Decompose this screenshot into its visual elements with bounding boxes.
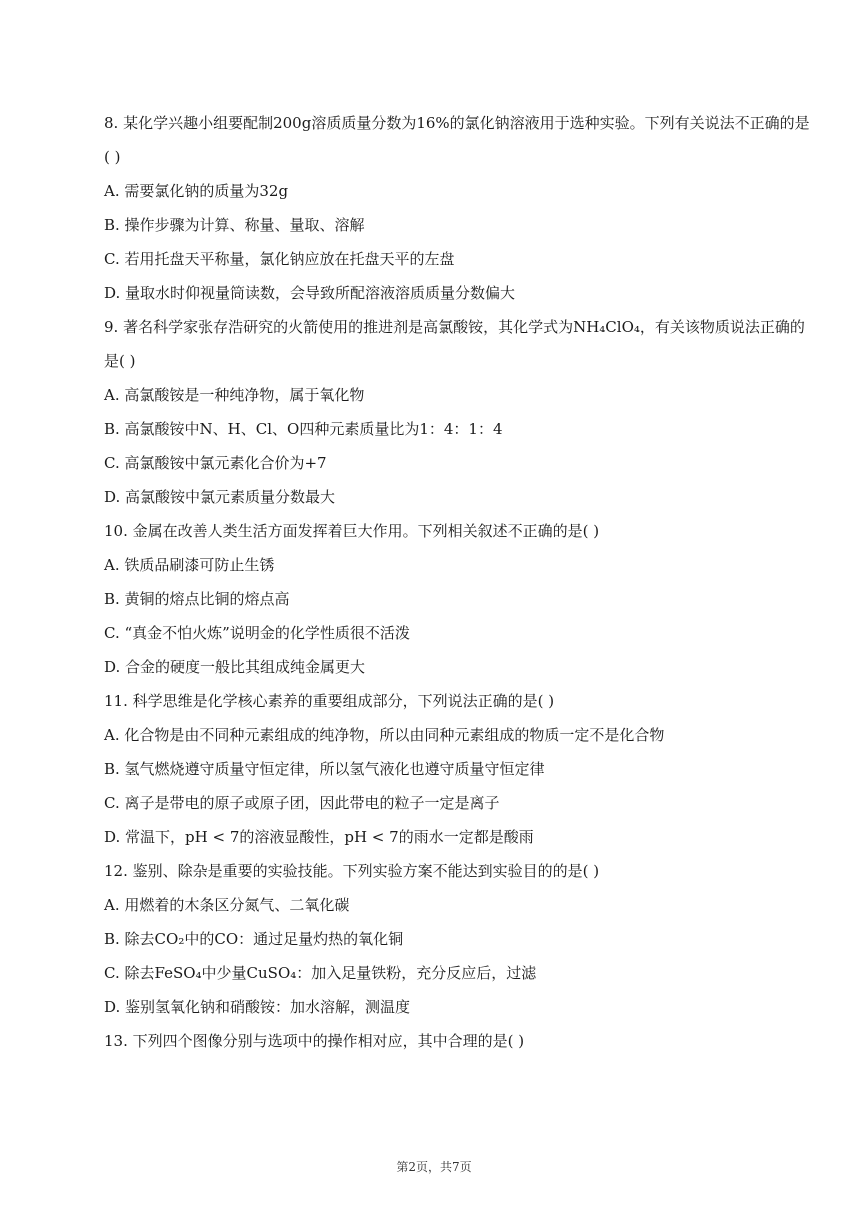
question-12-option-c: C. 除去FeSO₄中少量CuSO₄：加入足量铁粉，充分反应后，过滤 — [104, 964, 537, 982]
question-12-option-b: B. 除去CO₂中的CO：通过足量灼热的氧化铜 — [104, 930, 404, 948]
question-9-stem: 9. 著名科学家张存浩研究的火箭使用的推进剂是高氯酸铵，其化学式为NH₄ClO₄，有关该物质说法正确的 — [104, 318, 805, 336]
question-12-stem: 12. 鉴别、除杂是重要的实验技能。下列实验方案不能达到实验目的的是( ) — [104, 862, 600, 880]
question-9-option-a: A. 高氯酸铵是一种纯净物，属于氧化物 — [104, 386, 365, 404]
question-10-option-a: A. 铁质品刷漆可防止生锈 — [104, 556, 275, 574]
question-8-option-c: C. 若用托盘天平称量，氯化钠应放在托盘天平的左盘 — [104, 250, 455, 268]
question-10-option-d: D. 合金的硬度一般比其组成纯金属更大 — [104, 658, 366, 676]
question-9-option-b: B. 高氯酸铵中N、H、Cl、O四种元素质量比为1：4：1：4 — [104, 420, 503, 438]
page-number-footer: 第2页，共7页 — [396, 1160, 472, 1174]
question-8-option-b: B. 操作步骤为计算、称量、量取、溶解 — [104, 216, 365, 234]
question-11-option-b: B. 氢气燃烧遵守质量守恒定律，所以氢气液化也遵守质量守恒定律 — [104, 760, 545, 778]
question-11-option-d: D. 常温下，pH < 7的溶液显酸性，pH < 7的雨水一定都是酸雨 — [104, 828, 534, 846]
question-10-stem: 10. 金属在改善人类生活方面发挥着巨大作用。下列相关叙述不正确的是( ) — [104, 522, 600, 540]
question-8-option-d: D. 量取水时仰视量筒读数，会导致所配溶液溶质质量分数偏大 — [104, 284, 516, 302]
question-12-option-a: A. 用燃着的木条区分氮气、二氧化碳 — [104, 896, 350, 914]
question-10-option-c: C. “真金不怕火炼”说明金的化学性质很不活泼 — [104, 624, 410, 642]
question-8-option-a: A. 需要氯化钠的质量为32g — [104, 182, 289, 200]
question-11-option-c: C. 离子是带电的原子或原子团，因此带电的粒子一定是离子 — [104, 794, 500, 812]
question-9-option-d: D. 高氯酸铵中氯元素质量分数最大 — [104, 488, 336, 506]
question-11-option-a: A. 化合物是由不同种元素组成的纯净物，所以由同种元素组成的物质一定不是化合物 — [104, 726, 665, 744]
question-10-option-b: B. 黄铜的熔点比铜的熔点高 — [104, 590, 290, 608]
question-12-option-d: D. 鉴别氢氧化钠和硝酸铵：加水溶解，测温度 — [104, 998, 411, 1016]
question-11-stem: 11. 科学思维是化学核心素养的重要组成部分，下列说法正确的是( ) — [104, 692, 555, 710]
question-8-stem: 8. 某化学兴趣小组要配制200g溶质质量分数为16%的氯化钠溶液用于选种实验。下列有关说法不正确的是 — [104, 114, 810, 132]
question-8-stem-cont: ( ) — [104, 148, 121, 166]
question-13-stem: 13. 下列四个图像分别与选项中的操作相对应，其中合理的是( ) — [104, 1032, 525, 1050]
question-9-stem-cont: 是( ) — [104, 352, 136, 370]
question-9-option-c: C. 高氯酸铵中氯元素化合价为+7 — [104, 454, 327, 472]
